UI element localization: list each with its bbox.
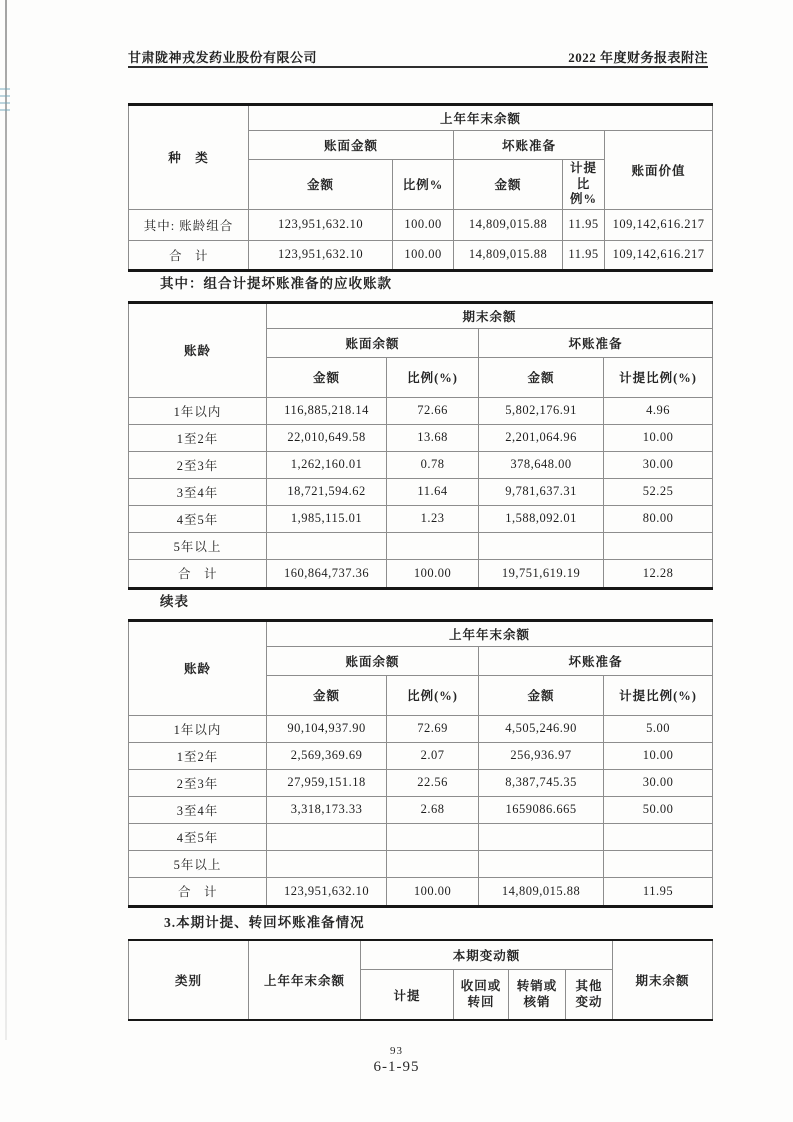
table-row (129, 796, 713, 823)
t1-header-prev-year-group: 上年年末余额 (249, 105, 713, 131)
t2-ratio-cell: 1.23 (387, 505, 479, 532)
t1-row-label: 其中: 账龄组合 (129, 209, 249, 240)
t4-header-change-group: 本期变动额 (361, 940, 613, 970)
table-row (129, 424, 713, 451)
t3-amount-cell (267, 850, 387, 877)
t2-amount-cell: 22,010,649.58 (267, 424, 387, 451)
table-row (129, 451, 713, 478)
t1-header-provision-ratio (563, 160, 605, 210)
t3-amount-cell: 2,569,369.69 (267, 742, 387, 769)
t2-amount-cell: 1,262,160.01 (267, 451, 387, 478)
t1-header-bad-amount: 金额 (454, 160, 563, 210)
table-row-total (129, 559, 713, 588)
t4-header-recover (454, 970, 509, 1020)
t3-header-book-balance-group: 账面余额 (267, 646, 479, 675)
t4-header-prev-balance: 上年年末余额 (249, 940, 361, 1020)
provision-change-table (128, 939, 713, 1021)
t2-ratio-cell: 13.68 (387, 424, 479, 451)
table-row (129, 505, 713, 532)
t1-provision-ratio-cell: 11.95 (563, 209, 605, 240)
t2-provision-ratio-cell: 52.25 (604, 478, 713, 505)
t2-aging-label: 5年以上 (129, 532, 267, 559)
t3-header-amount: 金额 (267, 675, 387, 715)
t4-header-recover-line1: 收回或 (460, 979, 502, 993)
t2-header-aging: 账龄 (129, 302, 267, 397)
t2-ratio-cell: 72.66 (387, 397, 479, 424)
t2-amount-cell: 18,721,594.62 (267, 478, 387, 505)
t2-header-book-balance-group: 账面余额 (267, 328, 479, 357)
t1-carrying-value-cell: 109,142,616.217 (605, 240, 713, 270)
t2-amount-cell: 160,864,737.36 (267, 559, 387, 588)
t3-provision-ratio-cell (604, 850, 713, 877)
t2-bad-debt-cell: 9,781,637.31 (479, 478, 604, 505)
prev-year-summary-table (128, 103, 713, 272)
t2-provision-ratio-cell: 10.00 (604, 424, 713, 451)
note-provision-change-section: 3.本期计提、转回坏账准备情况 (164, 914, 365, 930)
t3-ratio-cell: 22.56 (387, 769, 479, 796)
t3-header-bad-debt-group: 坏账准备 (479, 646, 713, 675)
t1-header-bad-debt-group: 坏账准备 (454, 131, 605, 160)
t2-header-bad-debt-group: 坏账准备 (479, 328, 713, 357)
t3-amount-cell: 3,318,173.33 (267, 796, 387, 823)
period-end-aging-table (128, 301, 713, 590)
t3-bad-debt-cell: 1659086.665 (479, 796, 604, 823)
t2-header-amount: 金额 (267, 357, 387, 397)
t2-bad-debt-cell: 5,802,176.91 (479, 397, 604, 424)
t2-bad-debt-cell: 19,751,619.19 (479, 559, 604, 588)
t1-bad-debt-cell: 14,809,015.88 (454, 209, 563, 240)
note-portfolio-provision: 其中：组合计提坏账准备的应收账款 (160, 275, 392, 291)
t3-header-ratio: 比例(%) (387, 675, 479, 715)
t3-amount-cell: 27,959,151.18 (267, 769, 387, 796)
t4-header-other-line2: 变动 (575, 994, 603, 1009)
t1-header-book-amount-group: 账面金额 (249, 131, 454, 160)
table-row (129, 532, 713, 559)
t2-header-bad-amount: 金额 (479, 357, 604, 397)
t2-aging-label: 1年以内 (129, 397, 267, 424)
note-continued-table: 续表 (160, 593, 189, 609)
t2-aging-label: 2至3年 (129, 451, 267, 478)
t1-header-carrying-value: 账面价值 (605, 131, 713, 210)
t1-total-label: 合 计 (129, 240, 249, 270)
t4-header-writeoff-line2: 核销 (523, 994, 551, 1009)
t3-total-label: 合 计 (129, 877, 267, 906)
t2-header-provision-ratio: 计提比例(%) (604, 357, 713, 397)
t2-ratio-cell: 11.64 (387, 478, 479, 505)
t2-bad-debt-cell (479, 532, 604, 559)
table-row-total (129, 240, 713, 270)
t3-ratio-cell: 2.07 (387, 742, 479, 769)
t2-provision-ratio-cell: 80.00 (604, 505, 713, 532)
t2-bad-debt-cell: 378,648.00 (479, 451, 604, 478)
t3-bad-debt-cell (479, 823, 604, 850)
page-header (128, 46, 708, 68)
t2-aging-label: 3至4年 (129, 478, 267, 505)
t1-header-category: 种 类 (129, 105, 249, 210)
t3-ratio-cell (387, 823, 479, 850)
t1-ratio-cell: 100.00 (393, 240, 454, 270)
t3-provision-ratio-cell: 30.00 (604, 769, 713, 796)
table-row-total (129, 877, 713, 906)
t3-ratio-cell: 72.69 (387, 715, 479, 742)
t3-bad-debt-cell: 8,387,745.35 (479, 769, 604, 796)
table-row (129, 769, 713, 796)
t3-amount-cell: 90,104,937.90 (267, 715, 387, 742)
t3-aging-label: 4至5年 (129, 823, 267, 850)
page-code: 6-1-95 (373, 1059, 420, 1075)
t4-header-end-balance: 期末余额 (613, 940, 713, 1020)
t4-header-category: 类别 (129, 940, 249, 1020)
table-row (129, 823, 713, 850)
t1-amount-cell: 123,951,632.10 (249, 209, 393, 240)
report-title: 2022 年度财务报表附注 (568, 50, 708, 65)
t4-header-recover-line2: 转回 (467, 994, 495, 1009)
t4-header-other (566, 970, 613, 1020)
t3-aging-label: 5年以上 (129, 850, 267, 877)
t3-bad-debt-cell: 256,936.97 (479, 742, 604, 769)
t3-header-provision-ratio: 计提比例(%) (604, 675, 713, 715)
company-name: 甘肃陇神戎发药业股份有限公司 (128, 50, 318, 65)
t3-amount-cell (267, 823, 387, 850)
t3-provision-ratio-cell (604, 823, 713, 850)
t3-provision-ratio-cell: 10.00 (604, 742, 713, 769)
t3-provision-ratio-cell: 11.95 (604, 877, 713, 906)
t3-aging-label: 1年以内 (129, 715, 267, 742)
t4-header-writeoff-line1: 转销或 (516, 979, 558, 993)
prev-year-aging-table (128, 619, 713, 908)
t2-amount-cell: 1,985,115.01 (267, 505, 387, 532)
t1-header-provision-ratio-line2: 比例% (569, 176, 597, 207)
t2-provision-ratio-cell (604, 532, 713, 559)
t3-aging-label: 2至3年 (129, 769, 267, 796)
t4-header-other-line1: 其他 (575, 979, 603, 993)
t2-provision-ratio-cell: 30.00 (604, 451, 713, 478)
t2-aging-label: 4至5年 (129, 505, 267, 532)
t2-amount-cell: 116,885,218.14 (267, 397, 387, 424)
t2-ratio-cell: 100.00 (387, 559, 479, 588)
t2-aging-label: 1至2年 (129, 424, 267, 451)
t1-ratio-cell: 100.00 (393, 209, 454, 240)
table-row (129, 715, 713, 742)
t2-ratio-cell: 0.78 (387, 451, 479, 478)
table-row (129, 850, 713, 877)
t2-header-ratio: 比例(%) (387, 357, 479, 397)
t3-bad-debt-cell (479, 850, 604, 877)
t3-aging-label: 1至2年 (129, 742, 267, 769)
table-row (129, 397, 713, 424)
t2-bad-debt-cell: 2,201,064.96 (479, 424, 604, 451)
t1-amount-cell: 123,951,632.10 (249, 240, 393, 270)
t1-header-provision-ratio-line1: 计提 (569, 161, 597, 175)
t2-provision-ratio-cell: 4.96 (604, 397, 713, 424)
t3-provision-ratio-cell: 5.00 (604, 715, 713, 742)
t2-total-label: 合 计 (129, 559, 267, 588)
t1-bad-debt-cell: 14,809,015.88 (454, 240, 563, 270)
t3-ratio-cell: 2.68 (387, 796, 479, 823)
t3-provision-ratio-cell: 50.00 (604, 796, 713, 823)
t3-ratio-cell: 100.00 (387, 877, 479, 906)
t4-header-writeoff (509, 970, 566, 1020)
t1-header-ratio: 比例% (393, 160, 454, 210)
t2-amount-cell (267, 532, 387, 559)
table-row (129, 209, 713, 240)
t3-amount-cell: 123,951,632.10 (267, 877, 387, 906)
t1-header-amount: 金额 (249, 160, 393, 210)
t3-header-prev-year-group: 上年年末余额 (267, 620, 713, 646)
t2-provision-ratio-cell: 12.28 (604, 559, 713, 588)
t2-ratio-cell (387, 532, 479, 559)
page-number: 93 (390, 1045, 403, 1057)
t3-aging-label: 3至4年 (129, 796, 267, 823)
t3-ratio-cell (387, 850, 479, 877)
t2-header-period-end-group: 期末余额 (267, 302, 713, 328)
t1-carrying-value-cell: 109,142,616.217 (605, 209, 713, 240)
t3-header-aging: 账龄 (129, 620, 267, 715)
t1-provision-ratio-cell: 11.95 (563, 240, 605, 270)
t4-header-provision: 计提 (361, 970, 454, 1020)
page-footer (0, 1044, 793, 1077)
t3-bad-debt-cell: 4,505,246.90 (479, 715, 604, 742)
table-row (129, 742, 713, 769)
t2-bad-debt-cell: 1,588,092.01 (479, 505, 604, 532)
table-row (129, 478, 713, 505)
t3-header-bad-amount: 金额 (479, 675, 604, 715)
t3-bad-debt-cell: 14,809,015.88 (479, 877, 604, 906)
